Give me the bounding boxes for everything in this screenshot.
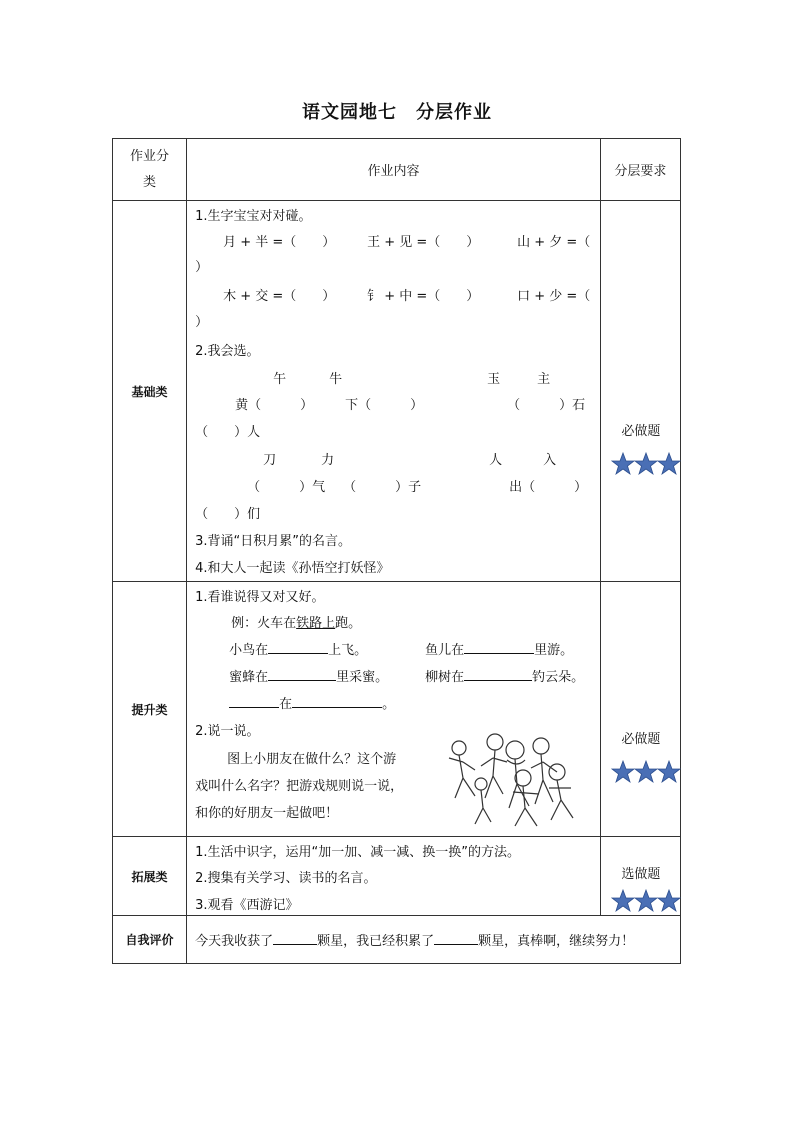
char-option: 人 <box>489 453 503 468</box>
example-sentence: 例：火车在铁路上跑。 <box>231 616 362 631</box>
content-extended <box>187 837 601 916</box>
fill-item: （ ）子 <box>343 480 422 495</box>
star-icon <box>657 889 681 913</box>
char-option: 玉 <box>487 372 501 387</box>
requirement-advanced <box>600 582 680 837</box>
basic-q1: 1.生字宝宝对对碰。 <box>195 209 312 224</box>
basic-q1-item: 口 + 少 =（ <box>517 289 591 304</box>
answer-blank[interactable] <box>464 641 534 654</box>
char-option: 午 <box>273 372 287 387</box>
q2-text-line: 和你的好朋友一起做吧！ <box>195 806 339 821</box>
basic-q1-tail: ） <box>195 260 209 275</box>
children-playing-illustration <box>445 728 595 832</box>
star-icon <box>611 889 635 913</box>
fill-sentence: 小鸟在 上飞。 <box>229 643 368 658</box>
answer-blank[interactable] <box>268 668 336 681</box>
extended-q3: 3.观看《西游记》 <box>195 898 299 913</box>
answer-blank[interactable] <box>273 932 317 945</box>
category-extended: 拓展类 <box>113 837 187 916</box>
extended-q2: 2.搜集有关学习、读书的名言。 <box>195 871 377 886</box>
fill-sentence: 蜜蜂在 里采蜜。 <box>229 670 389 685</box>
fill-sentence: 柳树在 钓云朵。 <box>425 670 585 685</box>
basic-q3: 3.背诵“日积月累”的名言。 <box>195 534 351 549</box>
answer-blank[interactable] <box>229 695 279 708</box>
page-title: 语文园地七 分层作业 <box>302 102 492 123</box>
category-advanced: 提升类 <box>113 582 187 837</box>
basic-q4: 4.和大人一起读《孙悟空打妖怪》 <box>195 561 390 576</box>
star-rating <box>611 889 680 917</box>
row-extended <box>113 837 681 916</box>
char-option: 力 <box>321 453 335 468</box>
row-advanced <box>113 582 681 837</box>
header-content: 作业内容 <box>187 139 601 201</box>
answer-blank[interactable] <box>292 695 382 708</box>
requirement-label: 选做题 <box>621 867 661 882</box>
fill-item-tail: （ ）们 <box>195 507 261 522</box>
answer-blank[interactable] <box>268 641 328 654</box>
content-basic <box>187 201 601 582</box>
star-rating <box>611 452 680 480</box>
basic-q1-item: 木 + 交 =（ ） <box>223 289 336 304</box>
extended-q1: 1.生活中识字，运用“加一加、减一减、换一换”的方法。 <box>195 845 520 860</box>
basic-q1-item: 山 + 夕 =（ <box>517 235 591 250</box>
category-self-eval: 自我评价 <box>113 916 187 964</box>
star-icon <box>611 452 635 476</box>
q2-text-line: 图上小朋友在做什么？这个游 <box>227 752 397 767</box>
advanced-q1: 1.看谁说得又对又好。 <box>195 590 325 605</box>
star-rating <box>611 760 680 788</box>
self-eval-content <box>187 916 681 964</box>
fill-item: （ ）气 <box>247 480 326 495</box>
char-option: 主 <box>537 372 551 387</box>
char-option: 牛 <box>329 372 343 387</box>
self-eval-sentence: 今天我收获了 颗星，我已经积累了 颗星，真棒啊，继续努力！ <box>195 934 635 949</box>
requirement-label: 必做题 <box>621 424 661 439</box>
content-advanced <box>187 582 601 837</box>
header-requirement: 分层要求 <box>600 139 680 201</box>
char-option: 入 <box>543 453 557 468</box>
homework-table <box>112 138 681 964</box>
star-icon <box>634 889 658 913</box>
fill-item: 出（ ） <box>509 480 588 495</box>
advanced-q2: 2.说一说。 <box>195 724 260 739</box>
basic-q1-tail: ） <box>195 315 209 330</box>
basic-q1-item: 月 + 半 =（ ） <box>223 235 336 250</box>
star-icon <box>657 760 681 784</box>
category-basic: 基础类 <box>113 201 187 582</box>
star-icon <box>657 452 681 476</box>
q2-text-line: 戏叫什么名字？把游戏规则说一说， <box>195 779 404 794</box>
char-option: 刀 <box>263 453 277 468</box>
basic-q1-item: 钅 + 中 =（ ） <box>367 289 480 304</box>
fill-item-tail: （ ）人 <box>195 425 261 440</box>
row-self-eval <box>113 916 681 964</box>
star-icon <box>634 452 658 476</box>
fill-item: （ ）石 <box>507 398 586 413</box>
basic-q1-item: 王 + 见 =（ ） <box>367 235 480 250</box>
header-category: 作业分类 <box>113 139 187 201</box>
requirement-label: 必做题 <box>621 732 661 747</box>
requirement-extended <box>600 837 680 916</box>
fill-sentence: 鱼儿在 里游。 <box>425 643 574 658</box>
row-basic <box>113 201 681 582</box>
fill-sentence: 在 。 <box>229 693 395 712</box>
fill-item: 黄（ ） <box>235 398 314 413</box>
header-row <box>113 139 681 201</box>
answer-blank[interactable] <box>434 932 478 945</box>
star-icon <box>634 760 658 784</box>
basic-q2: 2.我会选。 <box>195 344 260 359</box>
star-icon <box>611 760 635 784</box>
answer-blank[interactable] <box>464 668 532 681</box>
requirement-basic <box>600 201 680 582</box>
fill-item: 下（ ） <box>345 398 424 413</box>
